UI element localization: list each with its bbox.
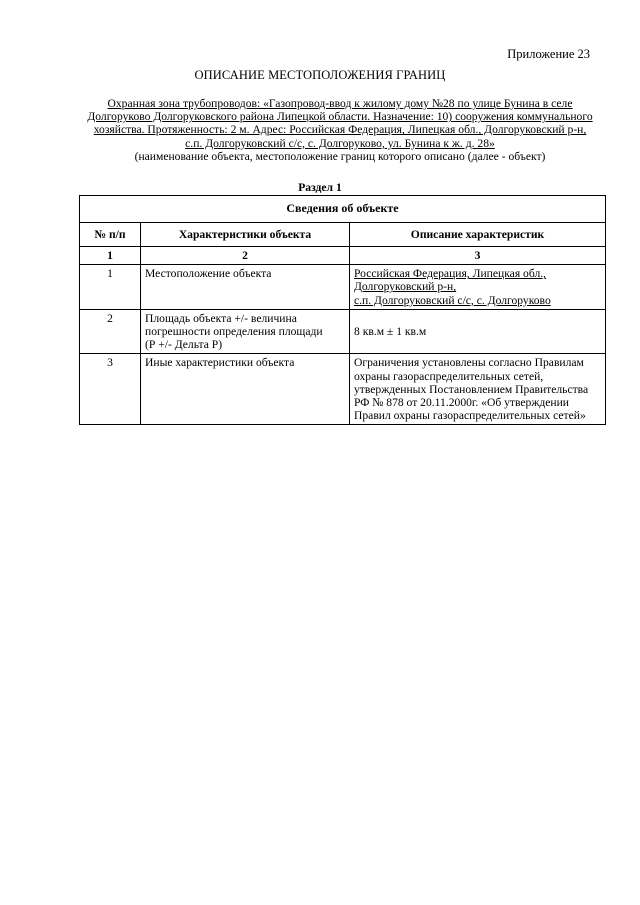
object-info-table [79, 195, 606, 425]
row-3-characteristic: Иные характеристики объекта [141, 354, 350, 425]
table-caption-row [80, 196, 606, 223]
section-title: Раздел 1 [298, 181, 342, 194]
row-2-characteristic [141, 309, 350, 354]
row-2-num: 2 [80, 309, 141, 354]
object-line-1: Охранная зона трубопроводов: «Газопровод-ввод к жилому дому №28 по улице Бунина в селе [107, 97, 573, 110]
row-3-description [350, 354, 606, 425]
row-1-desc-line-3: с.п. Долгоруковский с/с, с. Долгоруково [354, 293, 551, 307]
object-note: (наименование объекта, местоположение границ которого описано (далее - объект) [134, 149, 546, 163]
row-1-desc-line-2: Долгоруковский р-н, [354, 280, 457, 294]
row-2-char-line-1: Площадь объекта +/- величина [145, 311, 297, 325]
appendix-label: Приложение 23 [507, 47, 590, 61]
header-num: № п/п [80, 223, 141, 247]
row-1-desc-line-1: Российская Федерация, Липецкая обл., [354, 267, 547, 281]
row-2-char-line-3: (Р +/- Дельта Р) [145, 338, 223, 352]
row-1-description [350, 265, 606, 310]
col-number-3: 3 [350, 247, 606, 265]
row-1-num: 1 [80, 265, 141, 310]
object-line-2: Долгоруково Долгоруковского района Липецкой области. Назначение: 10) сооружения коммунального [87, 110, 593, 124]
header-characteristic: Характеристики объекта [141, 223, 350, 247]
object-line-4: с.п. Долгоруковский с/с, с. Долгоруково, ул. Бунина к ж. д. 28» [185, 136, 495, 150]
header-description: Описание характеристик [350, 223, 606, 247]
row-3-desc-line-1: Ограничения установлены согласно Правилам [354, 356, 584, 370]
row-1-characteristic: Местоположение объекта [141, 265, 350, 310]
object-description [80, 97, 600, 163]
row-3-desc-line-2: охраны газораспределительных сетей, [354, 369, 544, 383]
page-title: ОПИСАНИЕ МЕСТОПОЛОЖЕНИЯ ГРАНИЦ [194, 68, 446, 82]
row-3-desc-line-3: утвержденных Постановлением Правительства [354, 382, 589, 396]
row-2-char-line-2: погрешности определения площади [145, 325, 323, 339]
row-3-desc-line-5: Правил охраны газораспределительных сетей» [354, 409, 586, 423]
column-numbers-row [80, 247, 606, 265]
table-row [80, 309, 606, 354]
table-caption: Сведения об объекте [80, 196, 606, 223]
table-header-row [80, 223, 606, 247]
row-3-desc-line-4: РФ № 878 от 20.11.2000г. «Об утверждении [354, 396, 569, 410]
object-line-3: хозяйства. Протяженность: 2 м. Адрес: Российская Федерация, Липецкая обл., Долгоруковский р-н, [93, 123, 587, 137]
col-number-2: 2 [141, 247, 350, 265]
row-3-num: 3 [80, 354, 141, 425]
col-number-1: 1 [80, 247, 141, 265]
table-row [80, 265, 606, 310]
row-2-description: 8 кв.м ± 1 кв.м [350, 309, 606, 354]
table-row [80, 354, 606, 425]
